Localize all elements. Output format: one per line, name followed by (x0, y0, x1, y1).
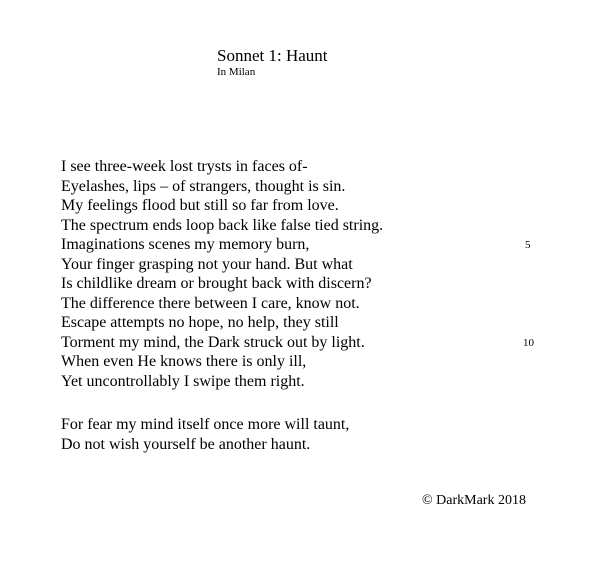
line-text: When even He knows there is only ill, (61, 353, 307, 370)
line-text: The difference there between I care, know not. (61, 294, 360, 312)
line-text: Escape attempts no hope, no help, they still (61, 314, 339, 331)
poem-line (61, 333, 561, 353)
poem-line (61, 216, 561, 236)
poem-subtitle: In Milan (217, 66, 256, 78)
stanza-2 (61, 415, 561, 454)
line-text: Your finger grasping not your hand. But what (61, 255, 353, 273)
poem-line (61, 255, 561, 275)
line-text: Eyelashes, lips – of strangers, thought is sin. (61, 177, 346, 195)
line-text: Torment my mind, the Dark struck out by light. (61, 333, 365, 351)
line-text: My feelings flood but still so far from love. (61, 197, 339, 214)
poem-line (61, 157, 561, 177)
poem-title: Sonnet 1: Haunt (217, 46, 328, 65)
poem-line (61, 196, 561, 216)
poem-line (61, 294, 561, 314)
poem-line (61, 435, 561, 455)
poem-line (61, 235, 561, 255)
line-text: Yet uncontrollably I swipe them right. (61, 372, 305, 390)
poem-line (61, 352, 561, 372)
copyright-notice: © DarkMark 2018 (422, 493, 526, 508)
line-text: The spectrum ends loop back like false tied string. (61, 216, 384, 234)
line-number: 10 (523, 336, 534, 349)
poem-line (61, 372, 561, 392)
poem-line (61, 274, 561, 294)
poem-line (61, 415, 561, 435)
stanza-1 (61, 157, 561, 391)
line-text: Do not wish yourself be another haunt. (61, 435, 311, 453)
line-text: Is childlike dream or brought back with discern? (61, 275, 372, 292)
line-text: For fear my mind itself once more will taunt, (61, 416, 350, 433)
line-number: 5 (525, 239, 531, 251)
poem-line (61, 313, 561, 333)
line-text: I see three-week lost trysts in faces of- (61, 158, 308, 175)
line-text: Imaginations scenes my memory burn, (61, 236, 310, 253)
poem-line (61, 177, 561, 197)
